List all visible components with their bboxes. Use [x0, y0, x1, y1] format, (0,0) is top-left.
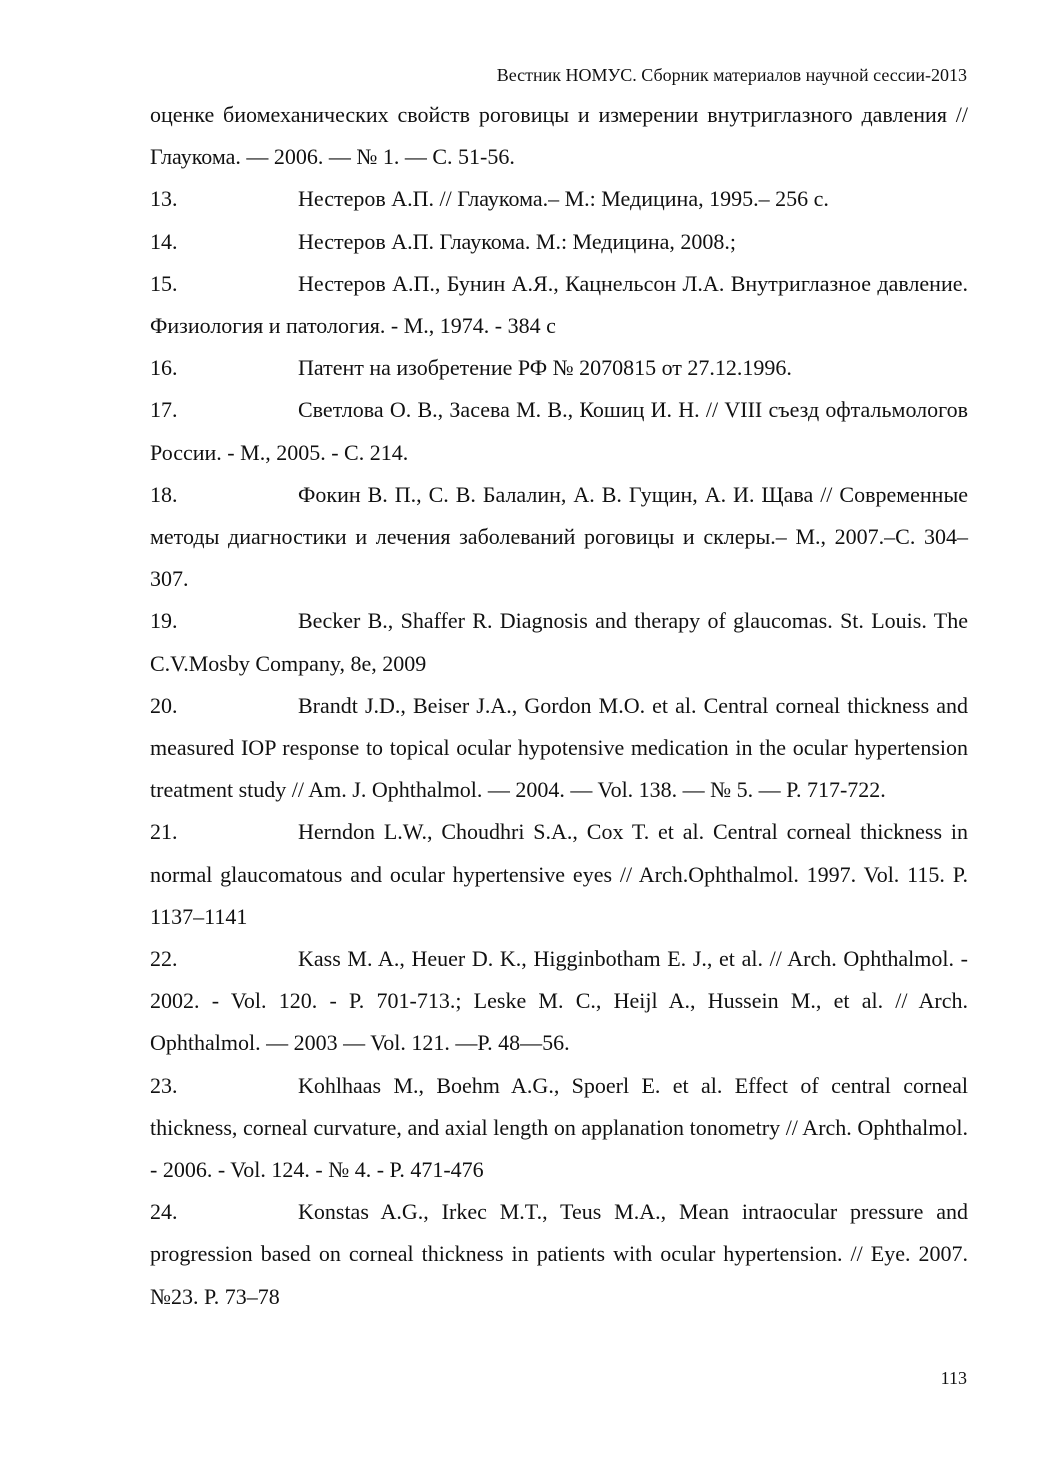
reference-item	[150, 1065, 968, 1192]
reference-text: Kass M. A., Heuer D. K., Higginbotham E. J., et al. // Arch. Ophthalmol. - 2002. - Vol. 120. - P. 701-713.; Leske M. C., Heijl A., Hussein M., et al. // Arch. Ophthalmol. — 2003 — Vol. 121. —P. 48—56.	[150, 946, 968, 1056]
running-header: Вестник НОМУС. Сборник материалов научной сессии-2013	[496, 65, 967, 85]
reference-number: 16.	[150, 355, 178, 381]
reference-item	[150, 600, 968, 684]
reference-number: 21.	[150, 819, 178, 845]
continued-reference-text: оценке биомеханических свойств роговицы и измерении внутриглазного давления // Глаукома. — 2006. — № 1. — С. 51-56.	[150, 102, 968, 170]
reference-number: 15.	[150, 270, 178, 296]
reference-item	[150, 474, 968, 601]
reference-item	[150, 685, 968, 812]
reference-number: 18.	[150, 481, 178, 507]
reference-number: 13.	[150, 186, 178, 212]
reference-item	[150, 811, 968, 938]
page-number: 113	[940, 1368, 967, 1388]
reference-item	[150, 389, 968, 473]
reference-text: Фокин В. П., С. В. Балалин, А. В. Гущин, А. И. Щава // Современные методы диагностики и лечения заболеваний роговицы и склеры.– М., 2007.–С. 304–307.	[150, 481, 968, 592]
reference-number: 14.	[150, 228, 178, 254]
reference-text: Becker B., Shaffer R. Diagnosis and therapy of glaucomas. St. Louis. The C.V.Mosby Company, 8e, 2009	[150, 608, 968, 676]
reference-text: Herndon L.W., Choudhri S.A., Cox T. et al. Central corneal thickness in normal glaucomatous and ocular hypertensive eyes // Arch.Ophthalmol. 1997. Vol. 115. P. 1137–1141	[150, 819, 968, 929]
reference-number: 17.	[150, 397, 178, 423]
reference-item	[150, 263, 968, 347]
reference-text: Светлова О. В., Засева М. В., Кошиц И. Н. // VIII съезд офтальмологов России. - М., 2005. - С. 214.	[150, 397, 968, 465]
reference-number: 19.	[150, 608, 178, 634]
reference-number: 24.	[150, 1199, 178, 1225]
reference-text: Нестеров А.П. // Глаукома.– М.: Медицина, 1995.– 256 с.	[298, 186, 829, 212]
reference-item	[150, 938, 968, 1065]
reference-text: Kohlhaas M., Boehm A.G., Spoerl E. et al. Effect of central corneal thickness, corneal curvature, and axial length on applanation tonometry // Arch. Ophthalmol. - 2006. - Vol. 124. - № 4. - P. 471-476	[150, 1072, 968, 1183]
reference-item	[150, 347, 968, 389]
reference-number: 22.	[150, 946, 178, 972]
reference-item	[150, 221, 968, 263]
reference-text: Нестеров А.П. Глаукома. М.: Медицина, 2008.;	[298, 228, 736, 254]
reference-text: Konstas A.G., Irkec M.T., Teus M.A., Mean intraocular pressure and progression based on corneal thickness in patients with ocular hypertension. // Eye. 2007. №23. P. 73–78	[150, 1199, 968, 1309]
reference-number: 23.	[150, 1072, 178, 1098]
reference-item	[150, 1191, 968, 1318]
reference-text: Патент на изобретение РФ № 2070815 от 27.12.1996.	[298, 355, 792, 381]
reference-list	[150, 94, 968, 1318]
reference-number: 20.	[150, 692, 178, 718]
reference-text: Нестеров А.П., Бунин А.Я., Кацнельсон Л.А. Внутриглазное давление. Физиология и патология. - М., 1974. - 384 с	[150, 270, 968, 339]
reference-item	[150, 178, 968, 220]
reference-text: Brandt J.D., Beiser J.A., Gordon M.O. et al. Central corneal thickness and measured IOP response to topical ocular hypotensive medication in the ocular hypertension treatment study // Am. J. Ophthalmol. — 2004. — Vol. 138. — № 5. — P. 717-722.	[150, 692, 968, 803]
